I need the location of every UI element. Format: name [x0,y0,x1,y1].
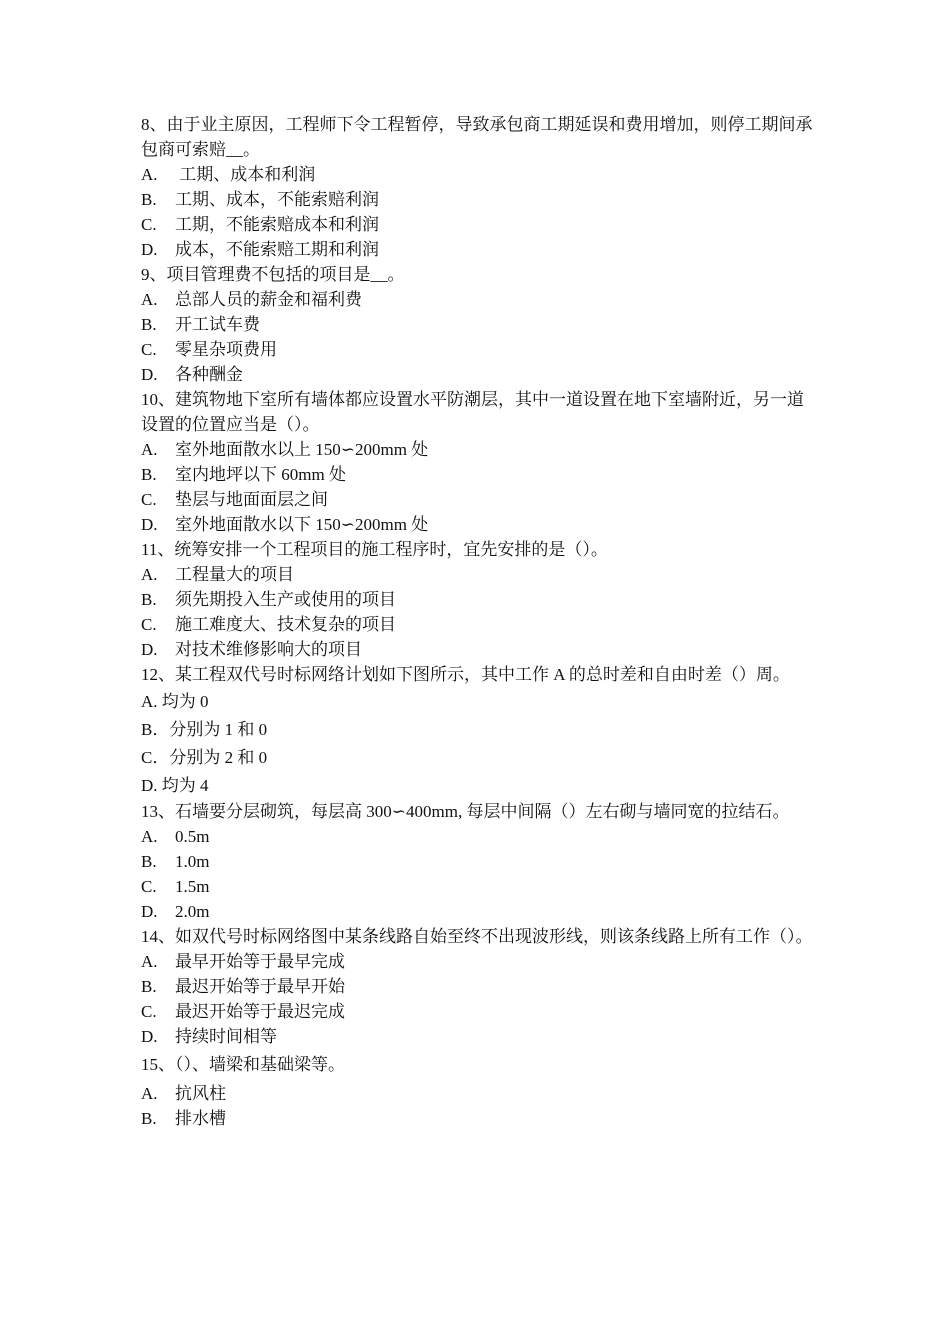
option-text: 1.0m [175,852,210,871]
option-letter: B. [141,590,157,609]
option-c [141,212,813,237]
option-letter: D. [141,640,158,659]
option-letter: A. [141,827,158,846]
option-letter: B. [141,977,157,996]
option-c [141,612,813,637]
option-letter: C. [141,490,157,509]
option-letter: B. [141,1109,157,1128]
option-text: 对技术维修影响大的项目 [175,640,362,659]
option-text: 室内地坪以下 60mm 处 [175,465,346,484]
option-text: 零星杂项费用 [175,340,277,359]
option-letter: D. [141,775,158,795]
option-c [141,999,813,1024]
option-b [141,849,813,874]
option-letter: C. [141,215,157,234]
option-letter: A. [141,440,158,459]
option-letter: B. [141,465,157,484]
option-letter: A. [141,952,158,971]
option-text: 最迟开始等于最迟完成 [175,1002,345,1021]
option-d [141,237,813,262]
option-text: 工期、成本和利润 [175,165,316,184]
option-text: 分别为 1 和 0 [169,719,268,739]
option-text: 垫层与地面面层之间 [175,490,328,509]
option-letter: C. [141,877,157,896]
option-c [141,874,813,899]
option-a [141,287,813,312]
option-letter: D. [141,515,158,534]
option-text: 最迟开始等于最早开始 [175,977,345,996]
option-a [141,1081,813,1106]
option-letter: C. [141,1002,157,1021]
option-text: 均为 0 [157,691,209,711]
option-text: 均为 4 [157,775,209,795]
option-d [141,899,813,924]
option-text: 分别为 2 和 0 [169,747,268,767]
option-text: 持续时间相等 [175,1027,277,1046]
option-text: 总部人员的薪金和福利费 [175,290,362,309]
option-d [141,362,813,387]
option-text: 排水槽 [175,1109,226,1128]
option-text: 成本，不能索赔工期和利润 [175,240,379,259]
option-text: 抗风柱 [175,1084,226,1103]
option-a [141,562,813,587]
question-9 [141,262,813,387]
option-text: 2.0m [175,902,210,921]
question-stem: 13、石墙要分层砌筑，每层高 300∽400mm, 每层中间隔（）左右砌与墙同宽的拉结石。 [141,802,790,821]
option-a [141,949,813,974]
option-b [141,187,813,212]
option-text: 工期，不能索赔成本和利润 [175,215,379,234]
option-letter: C． [141,747,170,767]
option-b [141,312,813,337]
option-letter: B. [141,315,157,334]
option-letter: D. [141,902,158,921]
question-stem: 11、统筹安排一个工程项目的施工程序时，宜先安排的是（）。 [141,540,608,559]
option-text: 最早开始等于最早完成 [175,952,345,971]
option-letter: A. [141,165,158,184]
option-letter: B. [141,852,157,871]
option-a [141,162,813,187]
option-letter: A. [141,1084,158,1103]
question-11 [141,537,813,662]
question-stem: 15、（）、墙梁和基础梁等。 [141,1055,345,1074]
option-letter: C. [141,340,157,359]
question-stem: 14、如双代号时标网络图中某条线路自始至终不出现波形线，则该条线路上所有工作（）。 [141,927,813,946]
question-stem: 8、由于业主原因，工程师下令工程暂停，导致承包商工期延误和费用增加，则停工期间承包商可索赔__。 [141,115,813,159]
question-13 [141,799,813,924]
question-10 [141,387,813,537]
option-text: 室外地面散水以下 150∽200mm 处 [175,515,429,534]
option-letter: C. [141,615,157,634]
option-c [141,487,813,512]
option-text: 须先期投入生产或使用的项目 [175,590,396,609]
option-d [141,512,813,537]
question-8 [141,112,813,262]
question-list [141,112,813,1131]
option-letter: A. [141,290,158,309]
option-b [141,974,813,999]
option-letter: B. [141,190,157,209]
option-text: 1.5m [175,877,210,896]
option-text: 工期、成本，不能索赔利润 [175,190,379,209]
question-14 [141,924,813,1049]
option-d [141,1024,813,1049]
option-text: 工程量大的项目 [175,565,294,584]
option-letter: D. [141,365,158,384]
option-text: 各种酬金 [175,365,243,384]
option-text: 施工难度大、技术复杂的项目 [175,615,396,634]
option-b [141,715,813,743]
option-c [141,743,813,771]
option-d [141,637,813,662]
option-letter: B． [141,719,170,739]
option-d [141,771,813,799]
question-stem: 12、某工程双代号时标网络计划如下图所示，其中工作 A 的总时差和自由时差（）周。 [141,665,790,684]
option-text: 室外地面散水以上 150∽200mm 处 [175,440,429,459]
option-letter: D. [141,240,158,259]
option-text: 开工试车费 [175,315,260,334]
option-a [141,687,813,715]
option-c [141,337,813,362]
option-b [141,462,813,487]
option-letter: A. [141,691,158,711]
option-text: 0.5m [175,827,210,846]
option-letter: D. [141,1027,158,1046]
option-a [141,437,813,462]
option-b [141,587,813,612]
question-stem: 9、项目管理费不包括的项目是__。 [141,265,405,284]
question-12 [141,662,813,799]
option-letter: A. [141,565,158,584]
option-b [141,1106,813,1131]
question-stem: 10、建筑物地下室所有墙体都应设置水平防潮层，其中一道设置在地下室墙附近，另一道设置的位置应当是（）。 [141,390,804,434]
option-a [141,824,813,849]
question-15 [141,1049,813,1131]
